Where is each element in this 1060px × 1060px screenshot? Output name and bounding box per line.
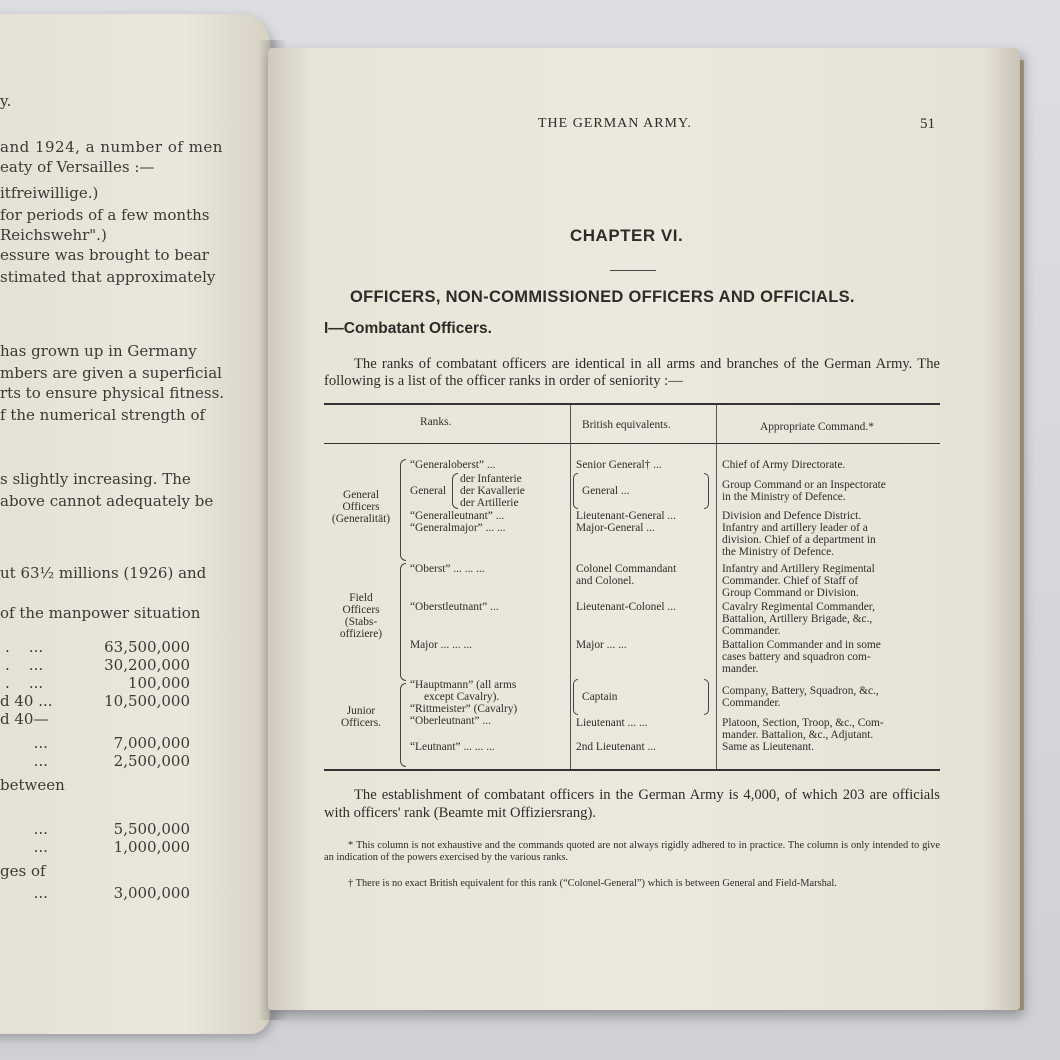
left-line: and 1924, a number of men (0, 138, 223, 156)
rank-leutnant: “Leutnant” ... ... ... (410, 741, 495, 753)
left-line: ges of (0, 862, 46, 880)
left-line: s slightly increasing. The (0, 470, 191, 488)
rank-oberst: “Oberst” ... ... ... (410, 563, 485, 575)
rank-generalmajor: “Generalmajor” ... ... (410, 522, 506, 534)
left-line: Reichswehr".) (0, 226, 107, 244)
left-line: f the numerical strength of (0, 406, 206, 424)
left-line: ut 63½ millions (1926) and (0, 564, 207, 582)
command-line: Infantry and artillery leader of a (722, 522, 868, 534)
left-line: for periods of a few months (0, 206, 210, 224)
intro-paragraph: The ranks of combatant officers are identical in all arms and branches of the German Army. The following is a list of the officer ranks in order of seniority :— (324, 356, 940, 389)
left-line: y. (0, 92, 12, 110)
command-line: mander. Battalion, &c., Adjutant. (722, 729, 874, 741)
command-line: Group Command or Division. (722, 587, 859, 599)
chapter-rule (610, 270, 656, 271)
field-brace (400, 563, 406, 681)
british-second-lt: 2nd Lieutenant ... (576, 741, 657, 753)
general-brace (400, 459, 406, 561)
column-divider (716, 405, 717, 769)
rank-generalleutnant: “Generalleutnant” ... (410, 510, 505, 522)
rank-generaloberst: “Generaloberst” ... (410, 459, 496, 471)
junior-brace (400, 683, 406, 767)
command-line: Group Command or an Inspectorate (722, 479, 886, 491)
command-line: Division and Defence District. (722, 510, 862, 522)
command-line: Same as Lieutenant. (722, 741, 815, 753)
rank-major: Major ... ... ... (410, 639, 473, 651)
table-top-rule (324, 403, 940, 405)
british-captain-brace (573, 679, 578, 715)
group-junior: Junior Officers. (341, 705, 381, 729)
page-number: 51 (920, 116, 935, 132)
left-line: rts to ensure physical fitness. (0, 384, 225, 402)
british-colonel: Colonel Commandant (576, 563, 677, 575)
rank-hauptmann-note: except Cavalry). (424, 691, 500, 703)
british-captain-brace-right (704, 679, 709, 715)
general-arms-brace (452, 473, 458, 509)
left-line: mbers are given a superficial (0, 364, 222, 382)
british-major: Major ... ... (576, 639, 627, 651)
british-lt-general: Lieutenant-General ... (576, 510, 676, 522)
left-line: between (0, 776, 65, 794)
subsection-heading: I—Combatant Officers. (324, 320, 492, 337)
command-line: Company, Battery, Squadron, &c., (722, 685, 879, 697)
command-line: mander. (722, 663, 759, 675)
command-line: in the Ministry of Defence. (722, 491, 846, 503)
command-line: cases battery and squadron com- (722, 651, 871, 663)
left-line: eaty of Versailles :— (0, 158, 155, 176)
column-divider (570, 405, 571, 769)
header-ranks: Ranks. (420, 416, 452, 428)
left-line: has grown up in Germany (0, 342, 197, 360)
british-lieutenant: Lieutenant ... ... (576, 717, 648, 729)
section-title: OFFICERS, NON-COMMISSIONED OFFICERS AND OFFICIALS. (350, 288, 855, 306)
command-line: Infantry and Artillery Regimental (722, 563, 875, 575)
establishment-paragraph: The establishment of combatant officers in the German Army is 4,000, of which 203 are officials with officers' rank (Beamte mit Offiziersrang). (324, 787, 940, 821)
command-line: the Ministry of Defence. (722, 546, 834, 558)
left-line: of the manpower situation (0, 604, 201, 622)
table-header-rule (324, 443, 940, 444)
rank-rittmeister: “Rittmeister” (Cavalry) (410, 703, 518, 715)
left-line: essure was brought to bear (0, 246, 209, 264)
group-field: Field Officers (Stabs- offiziere) (339, 592, 383, 640)
header-command: Appropriate Command.* (760, 421, 874, 433)
british-general-brace (573, 473, 578, 509)
british-colonel-2: and Colonel. (576, 575, 635, 587)
left-page: y. and 1924, a number of men eaty of Versailles :— itfreiwillige.) for periods of a few months Reichswehr".) essure was brought to bear stimated that approximately has grown up in Germany mbers are given a superficial rts to ensure physical fitness. f the numerical strength of s slightly increasing. The above cannot adequately be ut 63½ millions (1926) and of the manpower situation . ... 63,500,000 . ... 30,200,000 . ... 100,000 d 40 ... 10,500,000 d 40— ... 7,000,000 ... 2,500,000 between ... 5,500,000 ... 1,000,000 ges of ... 3,000,000 (0, 14, 270, 1034)
rank-kavallerie: der Kavallerie (460, 485, 525, 497)
command-line: Battalion, Artillery Brigade, &c., (722, 613, 873, 625)
command-line: Battalion Commander and in some (722, 639, 881, 651)
rank-oberleutnant: “Oberleutnant” ... (410, 715, 491, 727)
table-bottom-rule (324, 769, 940, 771)
left-line: above cannot adequately be (0, 492, 214, 510)
command-line: Commander. Chief of Staff of (722, 575, 859, 587)
rank-oberstleutnant: “Oberstleutnant” ... (410, 601, 499, 613)
left-line: d 40— (0, 710, 49, 728)
command-line: Commander. (722, 625, 781, 637)
british-senior-general: Senior General† ... (576, 459, 662, 471)
rank-artillerie: der Artillerie (460, 497, 519, 509)
footnote-dagger: † There is no exact British equivalent for this rank (“Colonel-General”) which is between General and Field-Marshal. (348, 878, 837, 889)
command-line: Cavalry Regimental Commander, (722, 601, 875, 613)
header-british: British equivalents. (582, 419, 671, 431)
rank-infanterie: der Infanterie (460, 473, 522, 485)
left-line: stimated that approximately (0, 268, 216, 286)
running-head: THE GERMAN ARMY. (538, 116, 692, 131)
chapter-heading: CHAPTER VI. (570, 226, 684, 245)
british-general-brace-right (704, 473, 709, 509)
footnote-asterisk: * This column is not exhaustive and the commands quoted are not always rigidly adhered to in practice. The column is only intended to give an indication of the powers exercised by the various ranks. (324, 840, 940, 863)
ranks-table (324, 403, 940, 771)
british-lt-colonel: Lieutenant-Colonel ... (576, 601, 676, 613)
command-line: division. Chief of a department in (722, 534, 876, 546)
command-line: Commander. (722, 697, 781, 709)
left-line: itfreiwillige.) (0, 184, 99, 202)
group-general: General Officers (Generalität) (331, 489, 391, 525)
british-general: General ... (582, 485, 630, 497)
british-maj-general: Major-General ... (576, 522, 655, 534)
right-page (268, 48, 1020, 1010)
rank-general: General (410, 485, 447, 497)
british-captain: Captain (582, 691, 618, 703)
command-line: Platoon, Section, Troop, &c., Com- (722, 717, 884, 729)
rank-hauptmann: “Hauptmann” (all arms (410, 679, 517, 691)
command-line: Chief of Army Directorate. (722, 459, 846, 471)
